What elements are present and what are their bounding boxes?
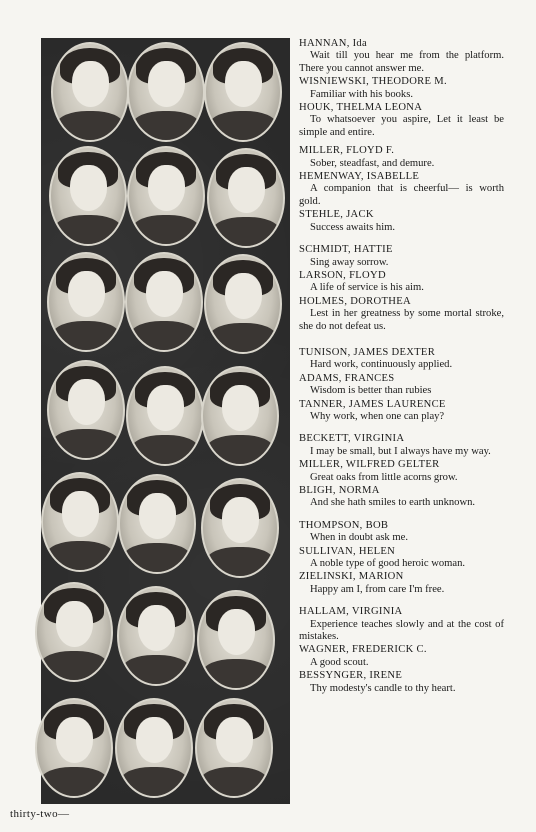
student-name: STEHLE, JACK [299,209,374,221]
entry [299,244,504,269]
portrait-photo [125,252,203,352]
student-quote: Familiar with his books. [310,88,413,100]
student-name: TANNER, JAMES LAURENCE [299,398,446,410]
student-name: ZIELINSKI, MARION [299,571,404,583]
entry [299,546,504,571]
student-name: HALLAM, VIRGINIA [299,606,403,618]
student-quote: A noble type of good heroic woman. [310,558,466,570]
portrait-photo [127,146,205,246]
portrait-photo [117,586,195,686]
student-quote: Hard work, continuously applied. [310,359,453,371]
student-quote: Thy modesty's candle to thy heart. [310,682,456,694]
student-name: THOMPSON, BOB [299,519,389,531]
student-name: BECKETT, VIRGINIA [299,433,405,445]
student-quote: Why work, when one can play? [310,410,445,422]
portrait-photo [49,146,127,246]
portrait-photo [118,474,196,574]
portrait-photo [204,42,282,142]
student-quote: Lest in her greatness by some mortal stroke, she do not defeat us. [299,308,504,332]
portrait-photo [127,42,205,142]
portrait-photo [47,360,125,460]
student-name: LARSON, FLOYD [299,269,386,281]
entry [299,347,504,372]
student-quote: And she hath smiles to earth unknown. [310,497,476,509]
entry [299,644,504,669]
student-name: WISNIEWSKI, THEODORE M. [299,76,447,88]
portrait-photo [126,366,204,466]
portrait-photo [204,254,282,354]
student-name: HOLMES, DOROTHEA [299,295,411,307]
portrait-photo-panel [41,38,290,804]
portrait-photo [201,366,279,466]
student-name: ADAMS, FRANCES [299,372,395,384]
portrait-photo [35,698,113,798]
entry [299,606,504,643]
portrait-photo [51,42,129,142]
student-quote: To whatsoever you aspire, Let it least be simple and entire. [299,114,504,138]
entry [299,76,504,101]
student-name: TUNISON, JAMES DEXTER [299,346,436,358]
student-quote: Sober, steadfast, and demure. [310,157,435,169]
student-quote: Happy am I, from care I'm free. [310,583,445,595]
entry [299,520,504,545]
student-name: MILLER, FLOYD F. [299,145,395,157]
student-quote: A good scout. [310,656,369,668]
entry [299,171,504,208]
entry [299,296,504,333]
student-quote: A life of service is his aim. [310,282,424,294]
student-name: SCHMIDT, HATTIE [299,244,393,256]
student-name: BESSYNGER, IRENE [299,670,403,682]
entry [299,459,504,484]
student-quote: When in doubt ask me. [310,532,408,544]
entry [299,399,504,424]
student-name: HOUK, THELMA LEONA [299,102,423,114]
portrait-photo [197,590,275,690]
student-name: HEMENWAY, ISABELLE [299,171,420,183]
entry [299,209,504,234]
portrait-photo [207,148,285,248]
portrait-photo [35,582,113,682]
student-name: MILLER, WILFRED GELTER [299,459,440,471]
student-quote: Wait till you hear me from the platform. There you cannot answer me. [299,50,504,74]
entry [299,670,504,695]
entry [299,38,504,75]
portrait-photo [115,698,193,798]
entry [299,373,504,398]
entry [299,433,504,458]
page-number: thirty-two— [10,808,70,820]
entry [299,145,504,170]
entry [299,270,504,295]
portrait-photo [41,472,119,572]
student-quote: Experience teaches slowly and at the cost of mistakes. [299,618,504,643]
portrait-photo [201,478,279,578]
entry [299,485,504,510]
student-name: WAGNER, FREDERICK C. [299,644,427,656]
entry [299,571,504,596]
portrait-photo [195,698,273,798]
student-name: SULLIVAN, HELEN [299,545,396,557]
student-name: BLIGH, NORMA [299,485,380,496]
student-quote: I may be small, but I always have my way. [310,445,491,457]
senior-entries-column [299,38,504,696]
student-quote: A companion that is cheerful— is worth gold. [299,183,504,207]
student-quote: Great oaks from little acorns grow. [310,471,458,483]
entry [299,102,504,139]
portrait-photo [47,252,125,352]
student-quote: Wisdom is better than rubies [310,385,432,397]
student-name: HANNAN, Ida [299,38,368,49]
student-quote: Success awaits him. [310,221,396,233]
student-quote: Sing away sorrow. [310,256,389,268]
